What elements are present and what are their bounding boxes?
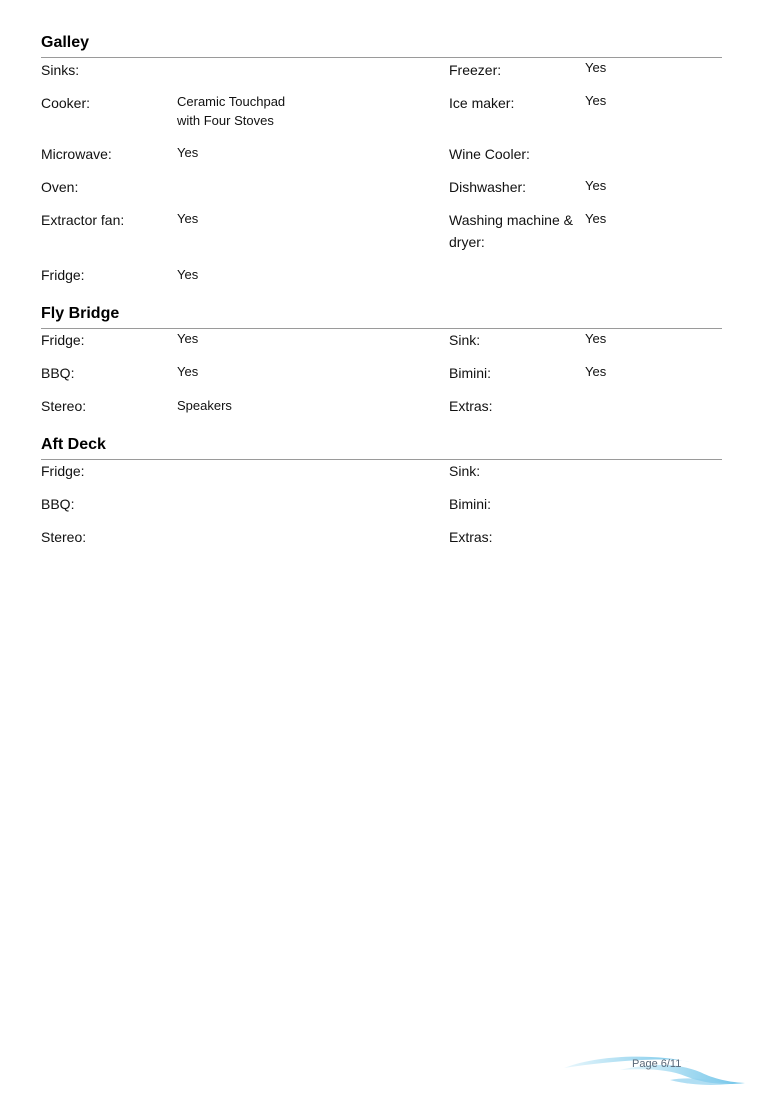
fly-bridge-stereo-label: Stereo: — [41, 398, 87, 414]
fly-bridge-bimini-label: Bimini: — [449, 365, 492, 381]
galley-cooker-value: Ceramic Touchpad with Four Stoves — [177, 94, 286, 128]
galley-fridge-value: Yes — [177, 267, 199, 282]
fly-bridge-fridge-value: Yes — [177, 331, 199, 346]
page-number: Page 6/11 — [632, 1058, 682, 1070]
section-divider — [41, 459, 722, 460]
section-title-fly-bridge: Fly Bridge — [41, 305, 120, 322]
galley-freezer-value: Yes — [585, 60, 607, 75]
galley-ice-maker-label: Ice maker: — [449, 95, 515, 111]
page-footer — [560, 1050, 750, 1090]
fly-bridge-bbq-label: BBQ: — [41, 365, 75, 381]
galley-oven-label: Oven: — [41, 179, 79, 195]
fly-bridge-sink-value: Yes — [585, 331, 607, 346]
galley-dishwasher-value: Yes — [585, 178, 607, 193]
section-title-aft-deck: Aft Deck — [41, 436, 106, 453]
fly-bridge-bimini-value: Yes — [585, 364, 607, 379]
aft-deck-fridge-label: Fridge: — [41, 463, 85, 479]
fly-bridge-stereo-value: Speakers — [177, 398, 232, 413]
aft-deck-bimini-label: Bimini: — [449, 496, 492, 512]
aft-deck-extras-label: Extras: — [449, 529, 493, 545]
galley-extractor-fan-label: Extractor fan: — [41, 212, 125, 228]
galley-wine-cooler-label: Wine Cooler: — [449, 146, 530, 162]
fly-bridge-extras-label: Extras: — [449, 398, 493, 414]
aft-deck-sink-label: Sink: — [449, 463, 481, 479]
galley-freezer-label: Freezer: — [449, 62, 502, 78]
galley-microwave-value: Yes — [177, 145, 199, 160]
galley-cooker-label: Cooker: — [41, 95, 91, 111]
aft-deck-section — [41, 436, 722, 556]
aft-deck-stereo-label: Stereo: — [41, 529, 87, 545]
fly-bridge-bbq-value: Yes — [177, 364, 199, 379]
section-divider — [41, 328, 722, 329]
galley-dishwasher-label: Dishwasher: — [449, 179, 527, 195]
galley-washing-machine-label: Washing machine & dryer: — [449, 212, 573, 250]
galley-washing-machine-value: Yes — [585, 211, 607, 226]
fly-bridge-section — [41, 305, 722, 425]
fly-bridge-sink-label: Sink: — [449, 332, 481, 348]
fly-bridge-fridge-label: Fridge: — [41, 332, 85, 348]
galley-section — [41, 34, 722, 294]
galley-fridge-label: Fridge: — [41, 267, 85, 283]
galley-extractor-fan-value: Yes — [177, 211, 199, 226]
section-divider — [41, 57, 722, 58]
galley-ice-maker-value: Yes — [585, 93, 607, 108]
galley-microwave-label: Microwave: — [41, 146, 112, 162]
galley-sinks-label: Sinks: — [41, 62, 80, 78]
section-title-galley: Galley — [41, 34, 90, 51]
aft-deck-bbq-label: BBQ: — [41, 496, 75, 512]
